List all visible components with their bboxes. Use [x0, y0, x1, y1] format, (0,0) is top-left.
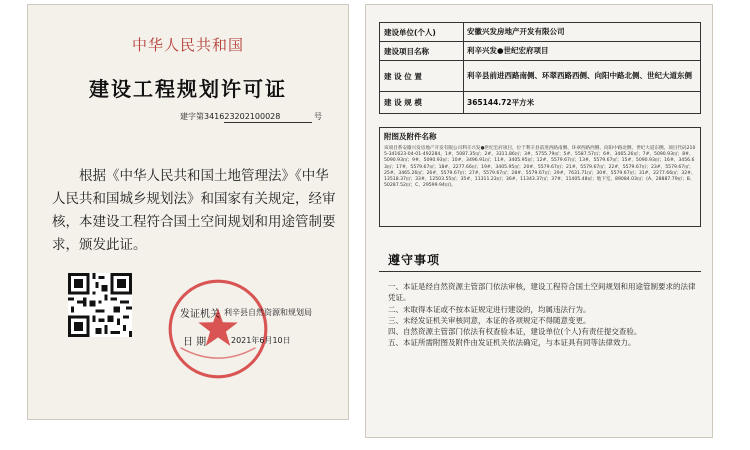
row-label: 建 设 位 置	[380, 61, 464, 91]
row-label: 建 设 规 模	[380, 92, 464, 113]
qr-code-icon	[68, 273, 132, 337]
certificate-title: 建设工程规划许可证	[89, 77, 287, 101]
list-item: 五、本证所需附图及附件由发证机关依法确定，与本证具有同等法律效力。	[388, 338, 636, 348]
cert-number-underline	[224, 122, 312, 123]
list-item: 三、未经发证机关审核同意，本证的各项规定不得随意变更。	[388, 315, 591, 325]
row-value: 利辛县前进西路南侧、环翠西路西侧、向阳中路北侧、世纪大道东侧	[467, 71, 692, 80]
issuer-name: 利辛县自然资源和规划局	[224, 308, 312, 317]
table-row	[380, 61, 700, 92]
cert-number: 341623202100028	[204, 112, 281, 121]
issue-date: 2021年6月10日	[231, 336, 291, 345]
certificate-front-page	[27, 4, 349, 420]
list-item: 四、自然资源主管部门依法有权查验本证，建设单位(个人)有责任提交查验。	[388, 327, 642, 337]
country-header: 中华人民共和国	[131, 36, 244, 54]
row-value: 利辛兴发●世纪宏府项目	[467, 46, 549, 55]
row-value: 365144.72平方米	[467, 97, 535, 107]
table-row	[380, 42, 700, 61]
certificate-body-text: 根据《中华人民共和国土地管理法》《中华人民共和国城乡规划法》和国家有关规定，经审核，本建设工程符合国土空间规划和用途管制要求，颁发此证。	[52, 168, 336, 253]
list-item: 一、本证是经自然资源主管部门依法审核，建设工程符合国土空间规划和用途管制要求的法律凭证。	[388, 282, 696, 303]
list-item: 二、未取得本证或不按本证规定进行建设的，均属违法行为。	[388, 304, 591, 314]
attachments-box	[379, 127, 701, 227]
cert-number-suffix: 号	[314, 112, 322, 121]
notes-title: 遵守事项	[388, 253, 441, 267]
row-label: 建设项目名称	[380, 42, 464, 60]
attachments-text: 该项目系安徽兴发房地产开发有限公司利辛兴发●世纪宏府项目，位于利辛县前进西路南侧、环翠西路西侧、向阳中路北侧、世纪大道东侧。项目代码2105-341623-04-01-492284。1#、5087.35㎡；2#、3311.86㎡；3#、5755.79㎡；5#、5587.57㎡；6#、3465.26㎡；7#、5090.93㎡；8#、5090.93㎡；9#、5090.93㎡；10#、3496.91㎡；11#、3405.95㎡；12#、5579.67㎡；13#、5579.67㎡；15#、5090.93㎡；16#、3456.63㎡；17#、5579.67㎡；18#、2277.66㎡；19#、3405.95㎡；20#、5579.67㎡；21#、5579.67㎡；22#、5579.67㎡；23#、5579.67㎡；25#、3465.26㎡；26#、5579.67㎡；27#、5579.67㎡；28#、5579.67㎡；29#、7631.71㎡；30#、5579.67㎡；31#、2277.66㎡；32#、13518.37㎡；33#、12503.55㎡；35#、11311.23㎡；36#、11343.37㎡；37#、11405.48㎡；地下室、89084.03㎡；(A、28887.79㎡；B、50287.52㎡；C、29599.94㎡)。	[384, 146, 696, 189]
row-label: 建设单位(个人)	[380, 23, 464, 41]
notes-list	[388, 281, 698, 349]
date-label: 日 期	[183, 337, 207, 348]
notes-divider	[379, 271, 701, 272]
issuer-label: 发证机关	[180, 309, 220, 320]
row-value: 安徽兴发房地产开发有限公司	[467, 27, 565, 36]
table-row	[380, 23, 700, 42]
table-row	[380, 92, 700, 113]
cert-number-label: 建字第341623202100028	[180, 112, 281, 121]
project-info-table	[379, 22, 701, 114]
certificate-back-page	[365, 4, 713, 438]
official-seal-icon	[166, 277, 270, 381]
attachments-title: 附图及附件名称	[384, 132, 437, 141]
